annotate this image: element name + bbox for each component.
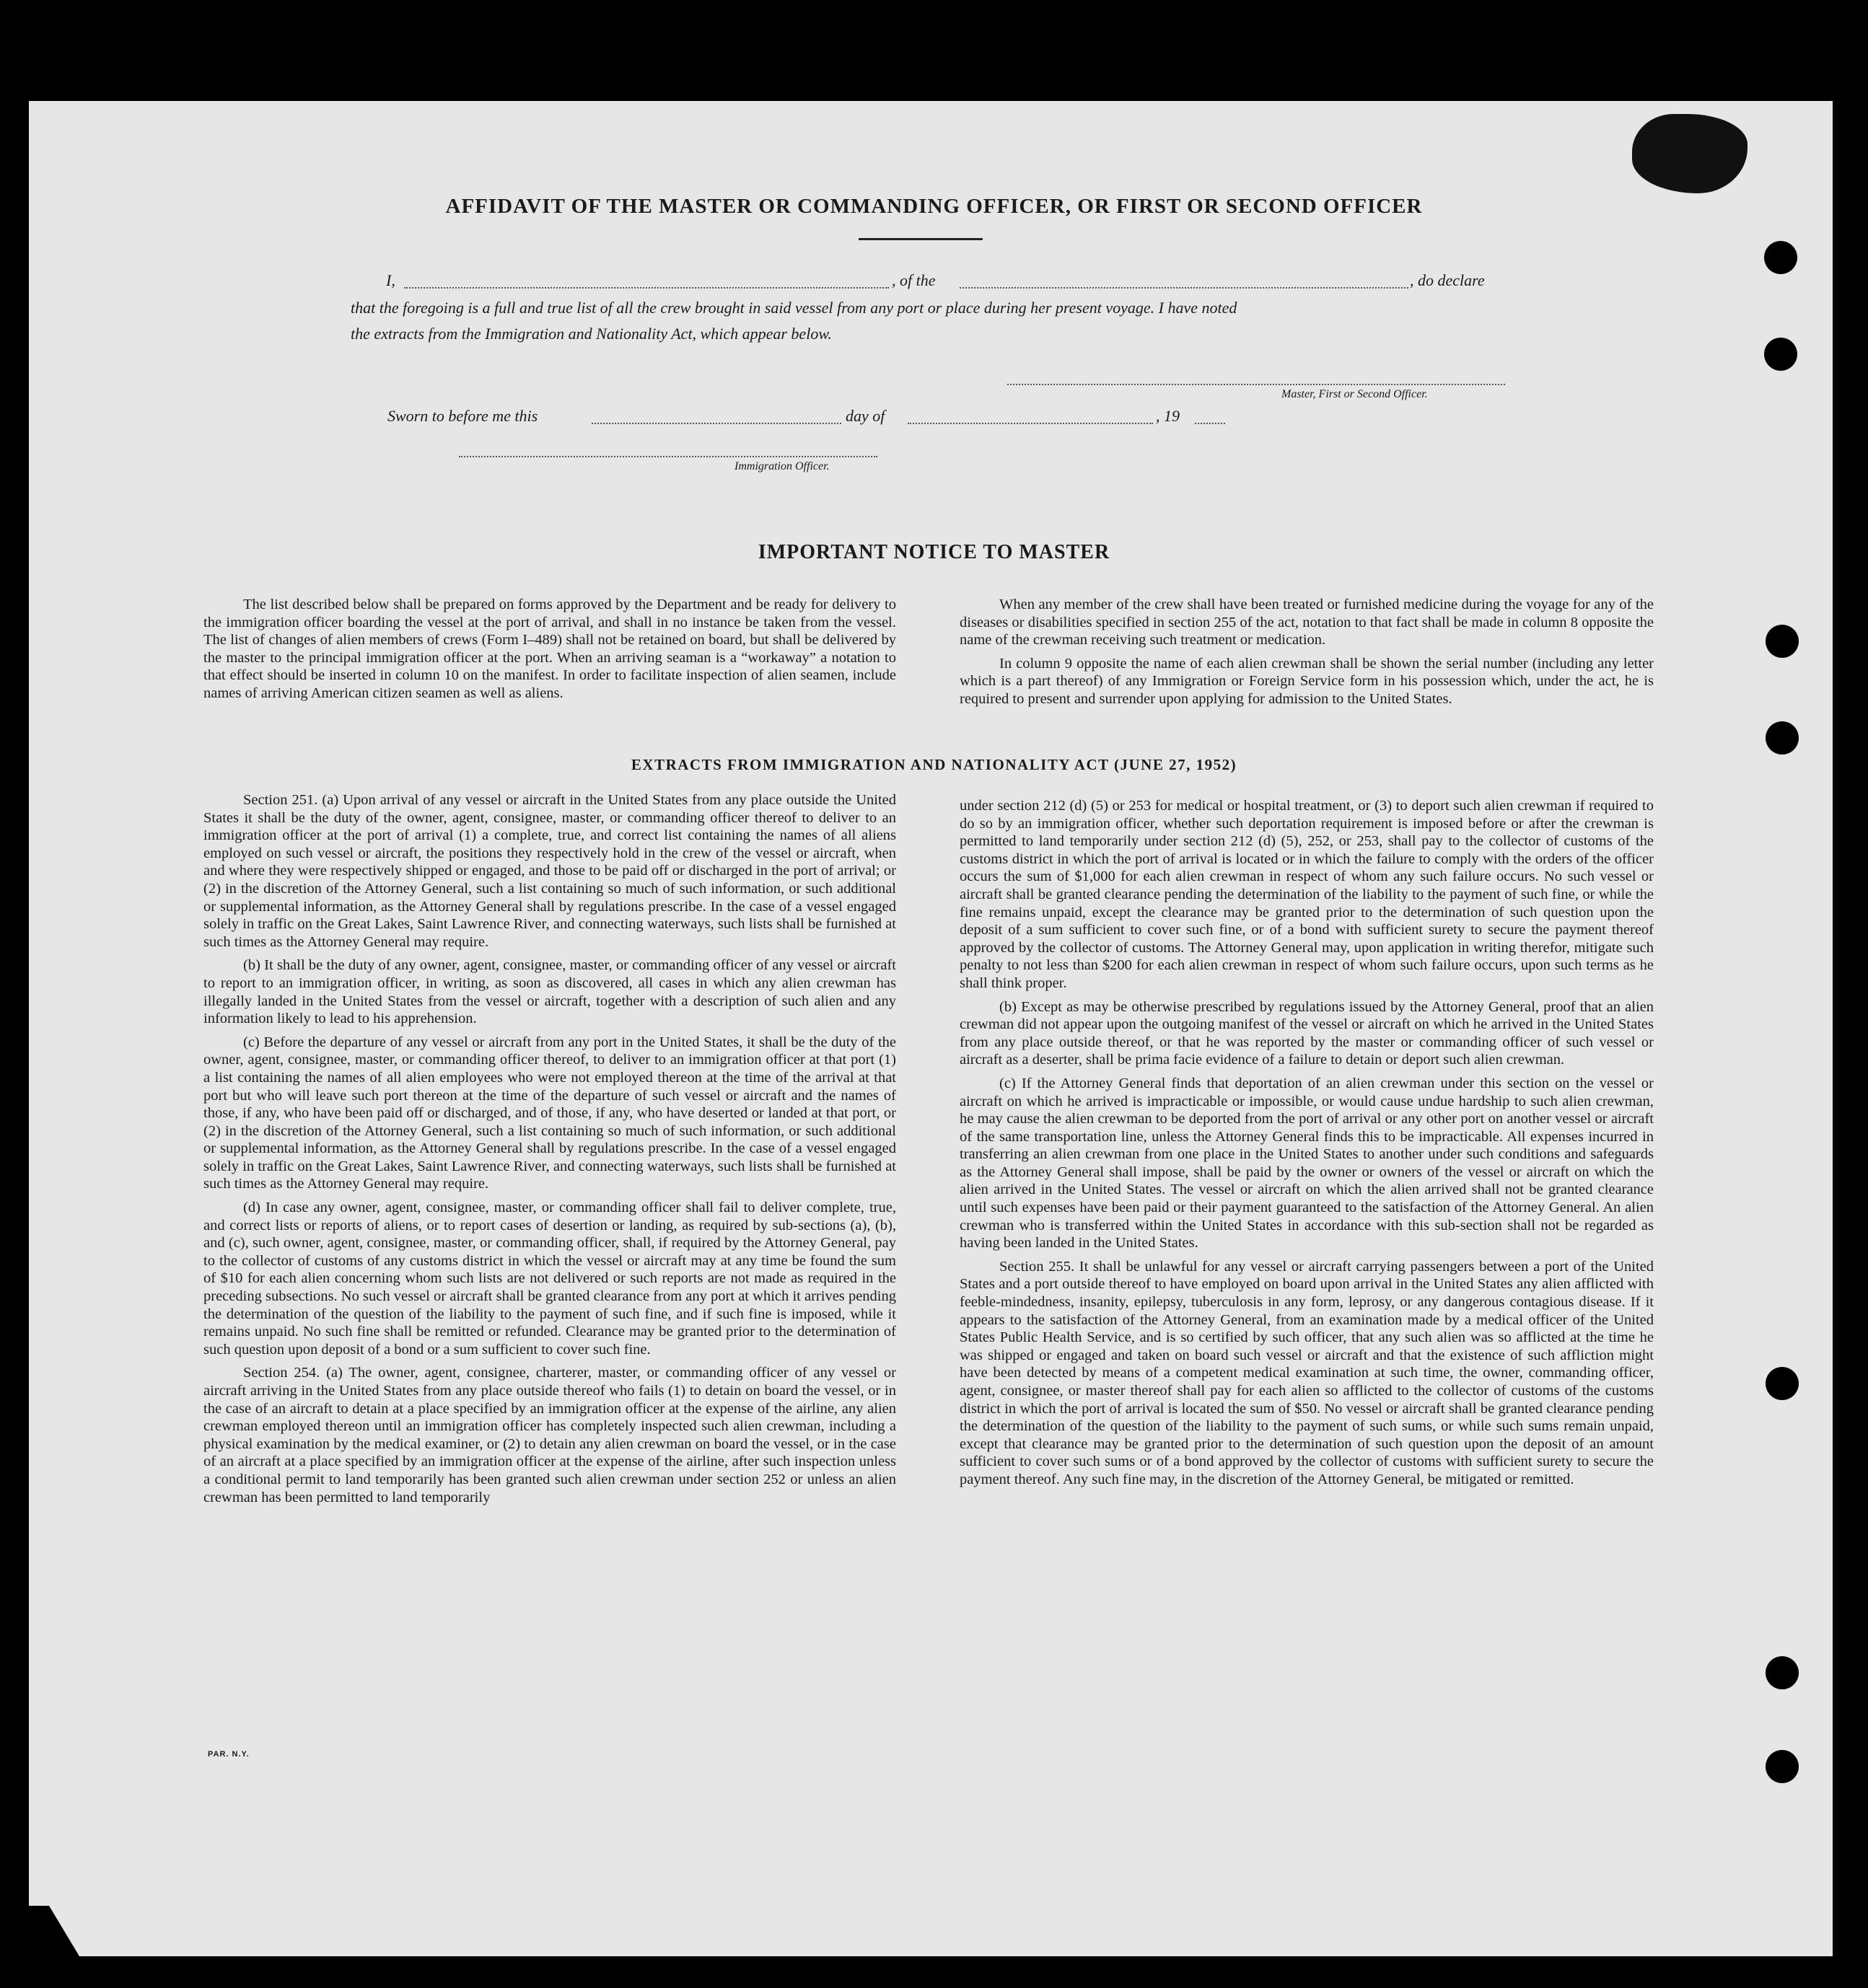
extracts-right-column <box>960 797 1654 1495</box>
master-signature-field[interactable] <box>1007 384 1505 385</box>
punch-hole-icon <box>1764 338 1797 371</box>
notice-right-column <box>960 596 1654 714</box>
sworn-day-field[interactable] <box>592 423 841 424</box>
section-paragraph: (b) Except as may be otherwise prescribed by regulations issued by the Attorney General, proof that an alien crewman did not appear upon the outgoing manifest of the vessel or aircraft on which he arrived in the United States from any place outside thereof, or that he was reported by the master or commanding officer of such vessel or aircraft as a deserter, shall be prima facie evidence of a failure to detain or deport such alien crewman. <box>960 998 1654 1068</box>
punch-hole-icon <box>1766 1656 1799 1689</box>
notice-title: IMPORTANT NOTICE TO MASTER <box>758 541 1110 563</box>
section-paragraph: under section 212 (d) (5) or 253 for medical or hospital treatment, or (3) to deport such alien crewman if required to do so by an immigration officer, whether such deportation requirement is imposed before or after the crewman is permitted to land temporarily under section 212 (d) (5), 252, or 253, shall pay to the collector of customs of the customs district in which the port of arrival is located or in which the failure to comply with the orders of the officer occurs the sum of $1,000 for each alien crewman in respect of whom any such failure occurs. No such vessel or aircraft shall be granted clearance pending the determination of the liability to the payment of such fine, or while the fine remains unpaid, except the clearance may be granted prior to the determination of such question upon the deposit of a sum sufficient to cover such fine, or of a bond with sufficient surety to secure the payment thereof approved by the collector of customs. The Attorney General may, upon application in writing therefor, mitigate such penalty to not less than $200 for each alien crewman in respect of whom such failure occurs, upon such terms as he shall think proper. <box>960 798 1654 991</box>
affidavit-title: AFFIDAVIT OF THE MASTER OR COMMANDING OFFICER, OR FIRST OR SECOND OFFICER <box>445 195 1423 218</box>
section-paragraph: Section 255. It shall be unlawful for any vessel or aircraft carrying passengers between a port of the United States and a port outside thereof to have employed on board upon arrival in the United States any alien afflicted with feeble-mindedness, insanity, epilepsy, tuberculosis in any form, leprosy, or any dangerous contagious disease. If it appears to the satisfaction of the Attorney General, from an examination made by a medical officer of the United States Public Health Service, and is so certified by such officer, that any such alien was so afflicted at the time he was shipped or engaged and taken on board such vessel or aircraft and that the existence of such affliction might have been detected by means of a competent medical examination at such time, the owner, commanding officer, agent, consignee, or master thereof shall pay for each alien so afflicted to the collector of customs of the customs district in which the port of arrival is located the sum of $50. No vessel or aircraft shall be granted clearance pending the determination of the question of the liability to the payment of such sums, or while such sums remain unpaid, except that clearance may be granted prior to the determination of such question upon the deposit of an amount sufficient to cover such sums or of a bond approved by the collector of customs with sufficient surety to secure the payment thereof. Any such fine may, in the discretion of the Attorney General, be mitigated or remitted. <box>960 1258 1654 1487</box>
declaration-line-2: the extracts from the Immigration and Nationality Act, which appear below. <box>351 325 832 343</box>
punch-hole-icon <box>1766 625 1799 658</box>
sworn-label: Sworn to before me this <box>387 407 538 425</box>
extracts-left-column <box>203 791 896 1512</box>
officer-signature-field[interactable] <box>459 456 877 457</box>
section-paragraph: (d) In case any owner, agent, consignee, master, or commanding officer shall fail to deliver complete, true, and correct lists or reports of aliens, or to report cases of desertion or landing, as required by sub-sections (a), (b), and (c), such owner, agent, consignee, master, or commanding officer, shall, if required by the Attorney General, pay to the collector of customs of any customs district in which the vessel or aircraft may at any time be found the sum of $10 for each alien concerning whom such lists are not delivered or such reports are not made as required in the preceding subsections. No such vessel or aircraft shall be granted clearance from any port at which it arrives pending the determination of the question of the liability to the payment of such fine, and if such fine is imposed, while it remains unpaid. No such fine shall be remitted or refunded. Clearance may be granted prior to the determination of such question upon deposit of a bond or a sum sufficient to cover such fine. <box>203 1200 896 1358</box>
declarant-name-field[interactable] <box>404 287 889 289</box>
notice-left-column <box>203 596 896 708</box>
title-divider <box>859 238 983 240</box>
notice-paragraph: When any member of the crew shall have been treated or furnished medicine during the voyage for any of the diseases or disabilities specified in section 255 of the act, notation to that fact shall be made in column 8 opposite the name of the crewman receiving such treatment or medication. <box>960 597 1654 648</box>
punch-hole-icon <box>1764 241 1797 274</box>
of-the-label: , of the <box>892 271 936 289</box>
sworn-month-field[interactable] <box>908 423 1153 424</box>
officer-signature-label: Immigration Officer. <box>735 460 830 472</box>
punch-hole-icon <box>1766 1367 1799 1400</box>
extracts-title: EXTRACTS FROM IMMIGRATION AND NATIONALITY ACT (JUNE 27, 1952) <box>631 756 1237 773</box>
do-declare-label: , do declare <box>1410 271 1485 289</box>
punch-hole-icon <box>1766 1750 1799 1783</box>
ink-blot-mark <box>1632 114 1748 193</box>
master-signature-label: Master, First or Second Officer. <box>1281 388 1428 400</box>
section-paragraph: Section 251. (a) Upon arrival of any vessel or aircraft in the United States from any place outside the United States it shall be the duty of the owner, agent, consignee, master, or commanding officer thereof to deliver to an immigration officer at the port of arrival (1) a complete, true, and correct list containing the names of all aliens employed on such vessel or aircraft, the positions they respectively hold in the crew of the vessel or aircraft, when and where they were respectively shipped or engaged, and those to be paid off or discharged in the port of arrival; or (2) in the discretion of the Attorney General, such a list containing so much of such information, or such additional or supplemental information, as the Attorney General shall by regulations prescribe. In the case of a vessel engaged solely in traffic on the Great Lakes, Saint Lawrence River, and connecting waterways, such lists shall be furnished at such times as the Attorney General may require. <box>203 792 896 950</box>
printer-mark: PAR. N.Y. <box>208 1750 250 1759</box>
section-paragraph: Section 254. (a) The owner, agent, consignee, charterer, master, or commanding officer of any vessel or aircraft arriving in the United States from any place outside thereof who fails (1) to detain on board the vessel, or in the case of an aircraft to detain at a place specified by an immigration officer at the expense of the airline, any alien crewman employed thereon until an immigration officer has completely inspected such alien crewman, including a physical examination by the medical examiner, or (2) to detain any alien crewman on board the vessel, or in the case of an aircraft at a place specified by an immigration officer at the expense of the airline, after such inspection unless a conditional permit to land temporarily has been granted such alien crewman under section 252 or unless an alien crewman has been permitted to land temporarily <box>203 1365 896 1505</box>
i-label: I, <box>386 271 395 289</box>
notice-paragraph: The list described below shall be prepared on forms approved by the Department and be ready for delivery to the immigration officer boarding the vessel at the port of arrival, and shall in no instance be taken from the vessel. The list of changes of alien members of crews (Form I–489) shall not be retained on board, but shall be delivered by the master to the principal immigration officer at the port. When an arriving seaman is a “workaway” a notation to that effect should be inserted in column 10 on the manifest. In order to facilitate inspection of alien seamen, include names of arriving American citizen seamen as well as aliens. <box>203 597 896 701</box>
declaration-line-1: that the foregoing is a full and true list of all the crew brought in said vessel from any port or place during her present voyage. I have noted <box>351 299 1237 317</box>
day-of-label: day of <box>846 407 885 425</box>
punch-hole-icon <box>1766 721 1799 755</box>
section-paragraph: (c) If the Attorney General finds that deportation of an alien crewman under this section on the vessel or aircraft on which he arrived is impracticable or impossible, or would cause undue hardship to such alien crewman, he may cause the alien crewman to be deported from the port of arrival or any other port on another vessel or aircraft of the same transportation line, unless the Attorney General finds this to be impracticable. All expenses incurred in transferring an alien crewman from one place in the United States to another under such conditions and safeguards as the Attorney General shall impose, shall be paid by the owner or owners of the vessel or aircraft on which the alien arrived in the United States. The vessel or aircraft on which the alien arrived shall not be granted clearance until such expenses have been paid or their payment guaranteed to the satisfaction of the Attorney General. An alien crewman who is transferred within the United States in accordance with this sub-section shall not be regarded as having been landed in the United States. <box>960 1075 1654 1252</box>
notice-paragraph: In column 9 opposite the name of each alien crewman shall be shown the serial number (including any letter which is a part thereof) of any Immigration or Foreign Service form in his possession which, under the act, he is required to present and surrender upon applying for admission to the United States. <box>960 655 1654 707</box>
vessel-name-field[interactable] <box>960 287 1408 289</box>
sworn-year-field[interactable] <box>1195 423 1225 424</box>
year-label: , 19 <box>1156 407 1180 425</box>
section-paragraph: (c) Before the departure of any vessel or aircraft from any port in the United States, it shall be the duty of the owner, agent, consignee, master, or commanding officer thereof, to deliver to an immigration officer at that port (1) a list containing the names of all alien employees who were not employed thereon at the time of the arrival at that port but who will leave such port thereon at the time of the departure of such vessel or aircraft and the names of those, if any, who have been paid off or discharged, and of those, if any, who have deserted or landed at that port, or (2) in the discretion of the Attorney General, such a list containing so much of such information, or such additional or supplemental information, as the Attorney General shall by regulations prescribe. In the case of a vessel engaged solely in traffic on the Great Lakes, Saint Lawrence River, and connecting waterways, such lists shall be furnished at such times as the Attorney General may require. <box>203 1034 896 1192</box>
section-paragraph: (b) It shall be the duty of any owner, agent, consignee, master, or commanding officer of any vessel or aircraft to report to an immigration officer, in writing, as soon as discovered, all cases in which any alien crewman has illegally landed in the United States from the vessel or aircraft, together with a description of such alien and any information likely to lead to his apprehension. <box>203 957 896 1027</box>
